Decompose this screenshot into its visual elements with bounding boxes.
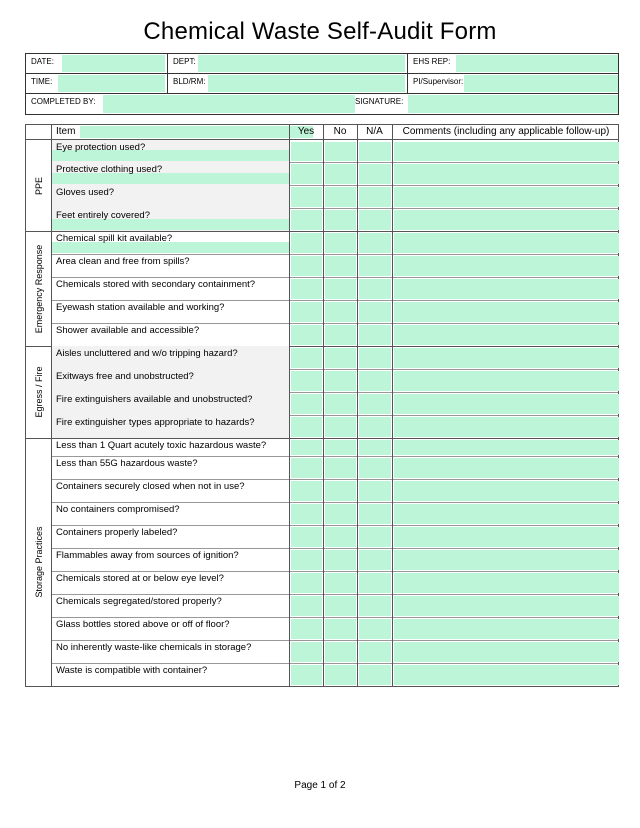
yes-cell[interactable]: [291, 164, 322, 184]
na-cell[interactable]: [359, 348, 391, 368]
comments-field[interactable]: [394, 279, 619, 299]
na-cell[interactable]: [359, 325, 391, 345]
item-label: Less than 1 Quart acutely toxic hazardous waste?: [56, 440, 267, 451]
comments-field[interactable]: [394, 210, 619, 230]
comments-field[interactable]: [394, 665, 619, 685]
checklist-item: [51, 185, 289, 208]
na-cell[interactable]: [359, 371, 391, 391]
checklist-item: [51, 208, 289, 231]
pi-supervisor-field[interactable]: [464, 75, 618, 92]
no-cell[interactable]: [325, 458, 356, 478]
item-label: Waste is compatible with container?: [56, 665, 208, 676]
item-label: No containers compromised?: [56, 504, 180, 515]
no-cell[interactable]: [325, 440, 356, 455]
no-cell[interactable]: [325, 504, 356, 524]
no-cell[interactable]: [325, 279, 356, 299]
na-cell[interactable]: [359, 642, 391, 662]
checklist-table: [25, 124, 619, 687]
comments-field[interactable]: [394, 458, 619, 478]
header-info-table: [25, 53, 619, 115]
item-label: No inherently waste-like chemicals in storage?: [56, 642, 252, 653]
na-cell[interactable]: [359, 210, 391, 230]
checklist-item: [51, 231, 289, 254]
comments-field[interactable]: [394, 164, 619, 184]
comments-column-header: Comments (including any applicable follow-up): [402, 126, 610, 137]
comments-field[interactable]: [394, 642, 619, 662]
checklist-item: [51, 594, 289, 617]
column-divider: [51, 125, 52, 686]
checklist-item: [51, 323, 289, 346]
checklist-item: [51, 369, 289, 392]
item-label: Chemicals segregated/stored properly?: [56, 596, 222, 607]
column-divider: [289, 125, 290, 686]
dept-cell: [168, 54, 408, 73]
date-field[interactable]: [62, 55, 165, 72]
item-label: Chemicals stored with secondary containment?: [56, 279, 256, 290]
yes-cell[interactable]: [291, 325, 322, 345]
no-cell[interactable]: [325, 481, 356, 501]
section-label-cell: [26, 438, 51, 686]
item-column-header: Item: [56, 126, 76, 137]
checklist-item: [51, 663, 289, 686]
no-cell[interactable]: [325, 348, 356, 368]
comments-field[interactable]: [394, 440, 619, 455]
item-label: Aisles uncluttered and w/o tripping hazard?: [56, 348, 238, 359]
checklist-item: [51, 162, 289, 185]
no-cell[interactable]: [325, 527, 356, 547]
item-label: Containers securely closed when not in use?: [56, 481, 245, 492]
no-cell[interactable]: [325, 665, 356, 685]
na-cell[interactable]: [359, 504, 391, 524]
comments-field[interactable]: [394, 233, 619, 253]
na-cell[interactable]: [359, 279, 391, 299]
section-label: Emergency Response: [33, 244, 44, 333]
no-cell[interactable]: [325, 550, 356, 570]
item-header-field[interactable]: [80, 126, 313, 138]
comments-field[interactable]: [394, 504, 619, 524]
checklist-item: [51, 277, 289, 300]
comments-field[interactable]: [394, 619, 619, 639]
yes-cell[interactable]: [291, 527, 322, 547]
item-label: Chemicals stored at or below eye level?: [56, 573, 224, 584]
no-cell[interactable]: [325, 394, 356, 414]
ehs-rep-cell: [408, 54, 618, 73]
checklist-item: [51, 254, 289, 277]
yes-cell[interactable]: [291, 550, 322, 570]
completed-by-label: COMPLETED BY:: [31, 97, 96, 106]
section-label-cell: [26, 140, 51, 231]
no-cell[interactable]: [325, 417, 356, 437]
checklist-item: [51, 346, 289, 369]
no-column-header: No: [333, 126, 347, 137]
na-cell[interactable]: [359, 302, 391, 322]
yes-cell[interactable]: [291, 210, 322, 230]
yes-cell[interactable]: [291, 417, 322, 437]
time-cell: [26, 74, 168, 93]
yes-cell[interactable]: [291, 619, 322, 639]
na-cell[interactable]: [359, 440, 391, 455]
item-label: Flammables away from sources of ignition?: [56, 550, 239, 561]
comments-field[interactable]: [394, 481, 619, 501]
date-label: DATE:: [31, 57, 54, 66]
na-cell[interactable]: [359, 619, 391, 639]
no-cell[interactable]: [325, 642, 356, 662]
ehs-rep-label: EHS REP:: [413, 57, 451, 66]
no-cell[interactable]: [325, 619, 356, 639]
item-label: Feet entirely covered?: [56, 210, 150, 221]
completed-by-field[interactable]: [103, 95, 355, 113]
item-label: Glass bottles stored above or off of floor?: [56, 619, 230, 630]
section-label: Egress / Fire: [33, 366, 44, 418]
yes-cell[interactable]: [291, 665, 322, 685]
yes-cell[interactable]: [291, 302, 322, 322]
checklist-item: [51, 456, 289, 479]
item-label: Area clean and free from spills?: [56, 256, 190, 267]
time-label: TIME:: [31, 77, 53, 86]
checklist-item: [51, 617, 289, 640]
na-cell[interactable]: [359, 573, 391, 593]
section-label-cell: [26, 346, 51, 438]
comments-field[interactable]: [394, 325, 619, 345]
na-cell[interactable]: [359, 142, 391, 161]
na-cell[interactable]: [359, 417, 391, 437]
yes-cell[interactable]: [291, 394, 322, 414]
comments-field[interactable]: [394, 371, 619, 391]
bld-rm-field[interactable]: [208, 75, 405, 92]
checklist-item: [51, 392, 289, 415]
yes-cell[interactable]: [291, 279, 322, 299]
comments-field[interactable]: [394, 417, 619, 437]
na-cell[interactable]: [359, 665, 391, 685]
na-cell[interactable]: [359, 550, 391, 570]
no-cell[interactable]: [325, 573, 356, 593]
no-cell[interactable]: [325, 256, 356, 276]
item-label: Exitways free and unobstructed?: [56, 371, 194, 382]
no-cell[interactable]: [325, 371, 356, 391]
form-title: Chemical Waste Self-Audit Form: [143, 18, 497, 45]
no-cell[interactable]: [325, 325, 356, 345]
time-field[interactable]: [58, 75, 165, 92]
no-cell[interactable]: [325, 210, 356, 230]
no-cell[interactable]: [325, 142, 356, 161]
comments-field[interactable]: [394, 187, 619, 207]
header-row-1: [26, 54, 618, 74]
checklist-item: [51, 415, 289, 438]
yes-cell[interactable]: [291, 256, 322, 276]
comments-field[interactable]: [394, 394, 619, 414]
item-label: Eye protection used?: [56, 142, 146, 153]
header-row-3: [26, 94, 618, 114]
header-row-2: [26, 74, 618, 94]
section-label-cell: [26, 231, 51, 346]
signature-field[interactable]: [408, 95, 618, 113]
no-cell[interactable]: [325, 596, 356, 616]
date-cell: [26, 54, 168, 73]
yes-cell[interactable]: [291, 481, 322, 501]
na-cell[interactable]: [359, 527, 391, 547]
column-divider: [392, 125, 393, 686]
checklist-item: [51, 438, 289, 456]
yes-column-header: Yes: [297, 126, 315, 137]
checklist-item: [51, 640, 289, 663]
comments-field[interactable]: [394, 527, 619, 547]
item-label: Chemical spill kit available?: [56, 233, 173, 244]
yes-cell[interactable]: [291, 504, 322, 524]
item-label: Eyewash station available and working?: [56, 302, 225, 313]
item-label: Protective clothing used?: [56, 164, 163, 175]
no-cell[interactable]: [325, 302, 356, 322]
checklist-item: [51, 571, 289, 594]
bld-rm-cell: [168, 74, 408, 93]
yes-cell[interactable]: [291, 142, 322, 161]
comments-field[interactable]: [394, 550, 619, 570]
na-cell[interactable]: [359, 164, 391, 184]
comments-field[interactable]: [394, 142, 619, 161]
yes-cell[interactable]: [291, 371, 322, 391]
item-label: Fire extinguishers available and unobstructed?: [56, 394, 253, 405]
item-label: Fire extinguisher types appropriate to hazards?: [56, 417, 255, 428]
signature-label: SIGNATURE:: [355, 97, 404, 106]
column-divider: [357, 125, 358, 686]
item-label: Shower available and accessible?: [56, 325, 200, 336]
na-cell[interactable]: [359, 394, 391, 414]
comments-field[interactable]: [394, 596, 619, 616]
na-cell[interactable]: [359, 233, 391, 253]
item-label: Less than 55G hazardous waste?: [56, 458, 198, 469]
section-label: Storage Practices: [33, 526, 44, 598]
comments-field[interactable]: [394, 573, 619, 593]
section-label: PPE: [33, 176, 44, 195]
dept-label: DEPT:: [173, 57, 196, 66]
yes-cell[interactable]: [291, 187, 322, 207]
bld-rm-label: BLD/RM:: [173, 77, 206, 86]
pi-supervisor-label: PI/Supervisor:: [413, 77, 464, 86]
na-cell[interactable]: [359, 458, 391, 478]
checklist-item: [51, 479, 289, 502]
yes-cell[interactable]: [291, 573, 322, 593]
checklist-item: [51, 140, 289, 162]
yes-cell[interactable]: [291, 348, 322, 368]
comments-field[interactable]: [394, 348, 619, 368]
na-column-header: N/A: [366, 126, 383, 137]
no-cell[interactable]: [325, 187, 356, 207]
na-cell[interactable]: [359, 481, 391, 501]
page-number: Page 1 of 2: [294, 780, 346, 791]
checklist-item: [51, 548, 289, 571]
yes-cell[interactable]: [291, 596, 322, 616]
na-cell[interactable]: [359, 596, 391, 616]
yes-cell[interactable]: [291, 440, 322, 455]
comments-field[interactable]: [394, 302, 619, 322]
checklist-item: [51, 525, 289, 548]
na-cell[interactable]: [359, 187, 391, 207]
comments-field[interactable]: [394, 256, 619, 276]
item-label: Gloves used?: [56, 187, 115, 198]
no-cell[interactable]: [325, 233, 356, 253]
no-cell[interactable]: [325, 164, 356, 184]
item-label: Containers properly labeled?: [56, 527, 178, 538]
yes-cell[interactable]: [291, 233, 322, 253]
dept-field[interactable]: [198, 55, 405, 72]
checklist-item: [51, 300, 289, 323]
column-divider: [323, 125, 324, 686]
ehs-rep-field[interactable]: [456, 55, 618, 72]
na-cell[interactable]: [359, 256, 391, 276]
checklist-item: [51, 502, 289, 525]
pi-supervisor-cell: [408, 74, 618, 93]
yes-cell[interactable]: [291, 458, 322, 478]
yes-cell[interactable]: [291, 642, 322, 662]
